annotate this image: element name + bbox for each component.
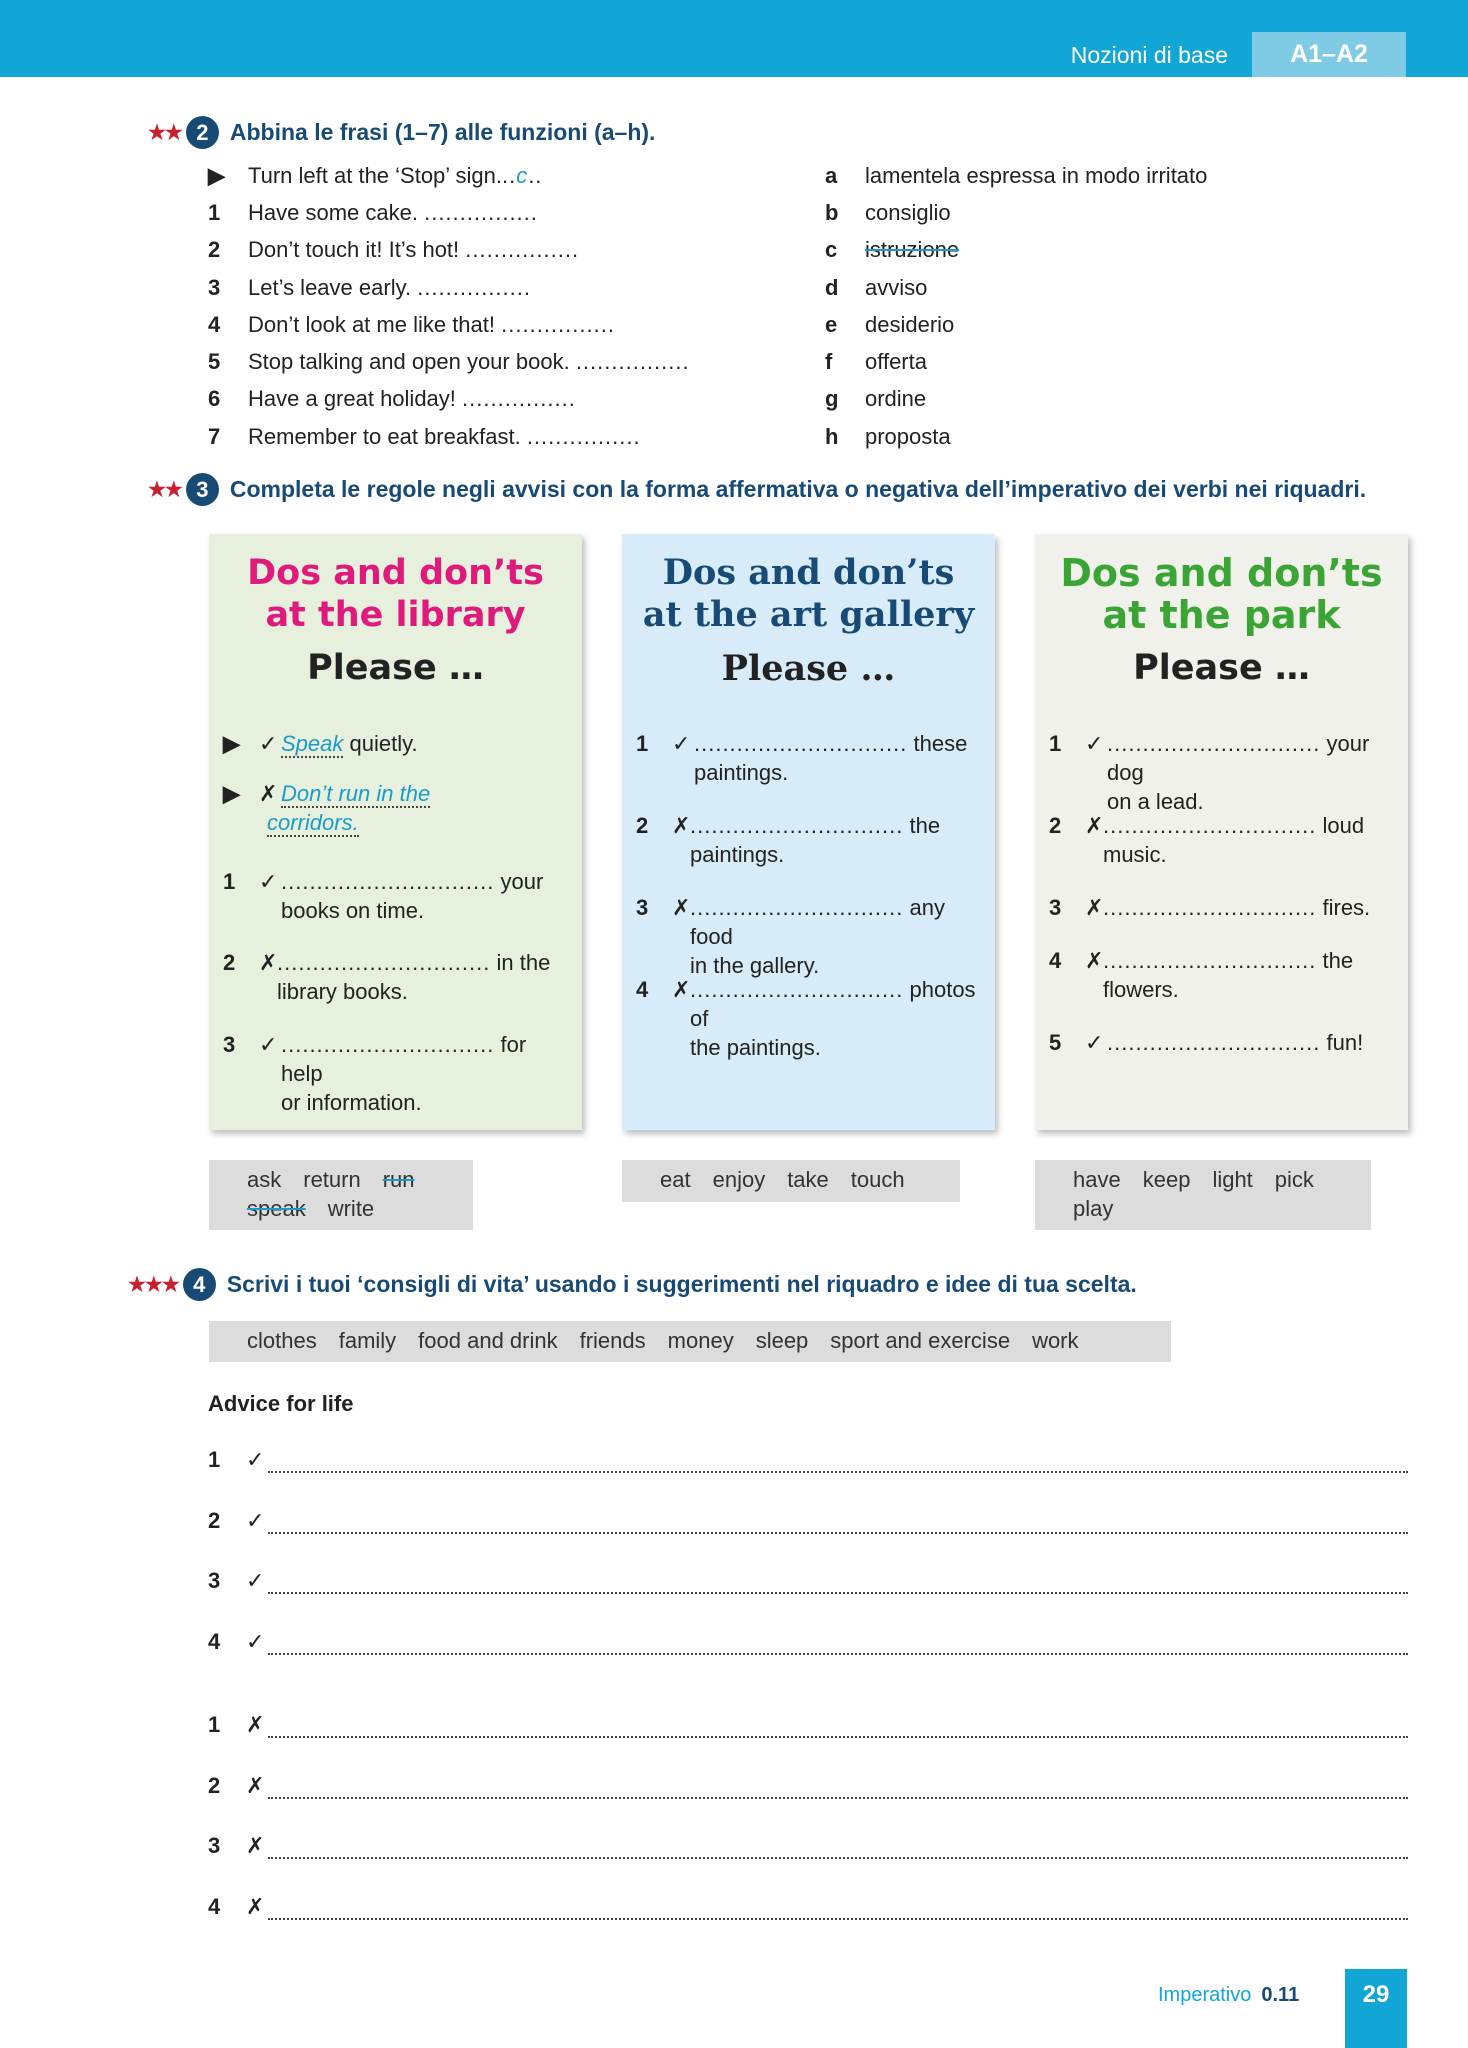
card-please: Please … [1133,648,1310,688]
item-number: 5 [1049,1030,1062,1055]
write-line[interactable] [268,1898,1408,1920]
word-option-used: run [382,1167,415,1192]
list-item [208,418,690,455]
exercise-3-heading [148,473,1366,506]
list-item [208,194,690,231]
exercise-instruction: Completa le regole negli avvisi con la forma affermativa o negativa dell’imperativo dei verbi nei riquadri. [229,476,1367,502]
rule-text: the [909,813,941,838]
level-badge: A1–A2 [1252,32,1406,77]
cross-icon: ✗ [672,977,691,1002]
answer-blank[interactable]: ................ [462,386,576,412]
check-icon: ✓ [1085,731,1104,756]
cross-icon: ✗ [259,950,278,975]
card-title-line1: Dos and don’ts [1060,551,1383,595]
function-list [825,157,1207,455]
answer-blank[interactable]: .............................. [1103,948,1317,973]
advice-title: Advice for life [208,1391,354,1416]
advice-line[interactable] [208,1890,1408,1920]
word-option: take [787,1167,829,1192]
item-number: 1 [1049,731,1062,756]
word-option: sport and exercise [830,1328,1011,1353]
rule-text: books on time. [281,898,425,923]
example-answer: corridors. [267,810,359,835]
answer-blank[interactable]: ................ [417,274,531,300]
card-title-line1: Dos and don’ts [247,553,544,593]
item-number: 4 [208,1894,221,1919]
list-item [825,381,1207,418]
list-item [208,269,690,306]
word-option: keep [1142,1167,1191,1192]
example-rule-2 [223,779,563,837]
rule-text: the [1322,948,1354,973]
list-item [825,418,1207,455]
exercise-4-heading [128,1268,1137,1301]
sentence-text: Don’t touch it! It’s hot! [248,237,460,263]
item-number: 3 [636,895,649,920]
check-icon: ✓ [259,869,278,894]
write-line[interactable] [268,1837,1408,1859]
rule-text: library books. [277,979,408,1004]
item-number: 1 [208,1447,221,1472]
answer-blank[interactable]: .............................. [694,731,908,756]
rule-text: music. [1103,842,1167,867]
sentence-text: Remember to eat breakfast. [248,423,521,449]
word-option: light [1212,1167,1253,1192]
function-key: d [825,274,839,300]
cross-icon: ✗ [1085,813,1104,838]
park-word-box [1035,1160,1371,1230]
example-sentence [208,157,690,194]
rule-text: fires. [1322,895,1371,920]
rule-item [1049,811,1399,869]
top-banner [0,0,1468,77]
arrow-icon: ▶ [223,781,240,806]
item-number: 1 [636,731,649,756]
rule-item [223,948,563,1006]
answer-blank[interactable]: .............................. [277,950,491,975]
advice-line[interactable] [208,1625,1408,1655]
sentence-list [208,157,690,455]
rule-item [1049,1028,1399,1057]
function-text: avviso [865,274,928,300]
rule-text: paintings. [690,842,785,867]
word-option: sleep [755,1328,809,1353]
sentence-text: Have a great holiday! [248,386,456,412]
rule-text: these [913,731,968,756]
word-option: food and drink [418,1328,558,1353]
cross-icon: ✗ [1085,895,1104,920]
item-number: 7 [208,423,221,449]
answer-blank[interactable]: .............................. [690,977,904,1002]
rule-item [636,729,986,787]
arrow-icon: ▶ [208,162,225,188]
sentence-text: Turn left at the ‘Stop’ sign. [248,162,502,188]
function-key: h [825,423,839,449]
cross-icon: ✗ [246,1773,265,1798]
word-option: work [1032,1328,1079,1353]
list-item [208,232,690,269]
arrow-icon: ▶ [223,731,240,756]
function-text: proposta [865,423,951,449]
item-number: 3 [208,1568,221,1593]
rule-item [1049,893,1399,922]
function-text: consiglio [865,199,951,225]
word-option: return [303,1167,361,1192]
rule-text: your dog [1107,731,1370,785]
write-line[interactable] [268,1633,1408,1655]
answer-blank[interactable]: ................ [575,349,690,375]
answer-blank[interactable]: ................ [465,237,580,263]
list-item [208,343,690,380]
item-number: 2 [223,950,236,975]
answer-blank[interactable]: ................ [424,199,538,225]
sentence-text: Stop talking and open your book. [248,349,570,375]
check-icon: ✓ [246,1508,265,1533]
list-item [825,194,1207,231]
item-number: 2 [1049,813,1062,838]
page-number: 29 [1345,1969,1407,2048]
item-number: 3 [208,274,221,300]
item-number: 3 [223,1032,236,1057]
difficulty-stars: ★★★ [128,1274,179,1296]
word-option: eat [660,1167,691,1192]
answer-blank[interactable]: .............................. [690,895,904,920]
sentence-text: Have some cake. [248,199,418,225]
example-blank: ..c.. [501,162,543,188]
function-text: ordine [865,386,927,412]
write-line[interactable] [268,1512,1408,1534]
rule-item [636,893,986,980]
item-number: 3 [1049,895,1062,920]
check-icon: ✓ [259,1032,278,1057]
card-title-line2: at the park [1102,593,1341,637]
rule-text: photos of [690,977,976,1031]
item-number: 3 [208,1833,221,1858]
item-number: 2 [208,1773,221,1798]
exercise-number: 2 [186,116,219,149]
list-item [825,269,1207,306]
gallery-word-box [622,1160,960,1202]
footer-section-title: Imperativo [1158,1984,1252,2006]
word-option: play [1073,1196,1114,1221]
rule-text: in the [496,950,551,975]
rule-text: or information. [281,1090,422,1115]
answer-blank[interactable]: .............................. [1107,1030,1321,1055]
check-icon: ✓ [246,1447,265,1472]
word-option: write [327,1196,375,1221]
exercise-2-heading [148,116,655,149]
answer-blank[interactable]: ................ [501,311,615,337]
rule-text: on a lead. [1107,789,1204,814]
check-icon: ✓ [246,1568,265,1593]
card-please: Please … [307,648,484,688]
item-number: 1 [208,1712,221,1737]
library-notice-card [209,534,582,1130]
answer-blank[interactable]: .............................. [281,869,495,894]
function-text: desiderio [865,311,955,337]
exercise-instruction: Scrivi i tuoi ‘consigli di vita’ usando i suggerimenti nel riquadro e idee di tua scelta. [226,1271,1137,1297]
word-option: ask [247,1167,282,1192]
rule-item [1049,729,1399,816]
cross-icon: ✗ [246,1712,265,1737]
word-option: money [667,1328,734,1353]
rule-text: loud [1322,813,1365,838]
answer-blank[interactable]: .............................. [1103,813,1317,838]
sentence-text: Don’t look at me like that! [248,311,496,337]
rule-item [636,811,986,869]
rule-text: flowers. [1103,977,1179,1002]
write-line[interactable] [268,1716,1408,1738]
function-text-used: istruzione [865,237,960,263]
list-item [825,232,1207,269]
list-item [208,381,690,418]
write-line[interactable] [268,1572,1408,1594]
difficulty-stars: ★★ [148,479,182,501]
write-line[interactable] [268,1777,1408,1799]
example-answer: Speak [281,731,344,756]
exercise-number: 3 [186,473,219,506]
write-line[interactable] [268,1451,1408,1473]
list-item [825,157,1207,194]
section-title: Nozioni di base [1070,42,1228,68]
rule-item [636,975,986,1062]
word-option: clothes [247,1328,317,1353]
answer-blank[interactable]: .............................. [1107,731,1321,756]
list-item [208,306,690,343]
rule-text: fun! [1326,1030,1364,1055]
cross-icon: ✗ [1085,948,1104,973]
difficulty-stars: ★★ [148,122,182,144]
park-notice-card [1035,534,1408,1130]
check-icon: ✓ [259,731,278,756]
rule-text: quietly. [343,731,418,756]
example-answer: c [516,162,529,188]
answer-blank[interactable]: ................ [526,423,641,449]
function-key: c [825,237,838,263]
word-option: friends [579,1328,646,1353]
function-key: a [825,162,838,188]
rule-text: any food [690,895,945,949]
advice-line[interactable] [208,1504,1408,1534]
example-answer: Don’t run in the [281,781,431,806]
word-option-used: speak [247,1196,306,1221]
item-number: 4 [208,311,221,337]
item-number: 2 [208,237,221,263]
library-word-box [209,1160,473,1230]
check-icon: ✓ [246,1629,265,1654]
function-key: b [825,199,839,225]
rule-text: your [500,869,544,894]
cross-icon: ✗ [259,781,278,806]
rule-item [223,867,563,925]
word-option: touch [850,1167,905,1192]
item-number: 2 [208,1508,221,1533]
word-option: pick [1274,1167,1314,1192]
cross-icon: ✗ [246,1833,265,1858]
cross-icon: ✗ [672,895,691,920]
item-number: 4 [208,1629,221,1654]
rule-text: the paintings. [690,1035,821,1060]
footer-section-code: 0.11 [1261,1984,1300,2006]
card-title-line2: at the art gallery [642,594,975,635]
item-number: 4 [1049,948,1062,973]
gallery-notice-card [622,534,995,1130]
card-please: Please … [721,648,896,689]
function-key: f [825,349,833,375]
item-number: 5 [208,349,221,375]
item-number: 4 [636,977,649,1002]
answer-blank[interactable]: .............................. [690,813,904,838]
rule-text: for help [281,1032,527,1086]
rule-item [1049,946,1399,1004]
word-option: have [1073,1167,1121,1192]
card-title-line1: Dos and don’ts [662,552,955,593]
answer-blank[interactable]: .............................. [1103,895,1317,920]
rule-text: in the gallery. [690,953,820,978]
list-item [825,306,1207,343]
footer-section [1158,1984,1299,2007]
exercise-number: 4 [183,1268,216,1301]
advice-line[interactable] [208,1564,1408,1594]
card-title-line2: at the library [265,595,526,635]
answer-blank[interactable]: .............................. [281,1032,495,1057]
item-number: 6 [208,386,221,412]
advice-line[interactable] [208,1708,1408,1738]
check-icon: ✓ [672,731,691,756]
word-option: family [338,1328,397,1353]
check-icon: ✓ [1085,1030,1104,1055]
list-item [825,343,1207,380]
cross-icon: ✗ [672,813,691,838]
function-text: lamentela espressa in modo irritato [865,162,1208,188]
item-number: 1 [223,869,236,894]
advice-line[interactable] [208,1769,1408,1799]
word-option: enjoy [712,1167,766,1192]
item-number: 1 [208,199,221,225]
rule-item [223,1030,563,1117]
function-text: offerta [865,349,927,375]
advice-line[interactable] [208,1443,1408,1473]
example-rule-1 [223,729,563,758]
sentence-text: Let’s leave early. [248,274,412,300]
prompt-word-box [209,1321,1171,1362]
rule-text: paintings. [694,760,789,785]
cross-icon: ✗ [246,1894,265,1919]
advice-line[interactable] [208,1829,1408,1859]
function-key: g [825,386,839,412]
exercise-instruction: Abbina le frasi (1–7) alle funzioni (a–h). [229,119,656,145]
function-key: e [825,311,838,337]
item-number: 2 [636,813,649,838]
